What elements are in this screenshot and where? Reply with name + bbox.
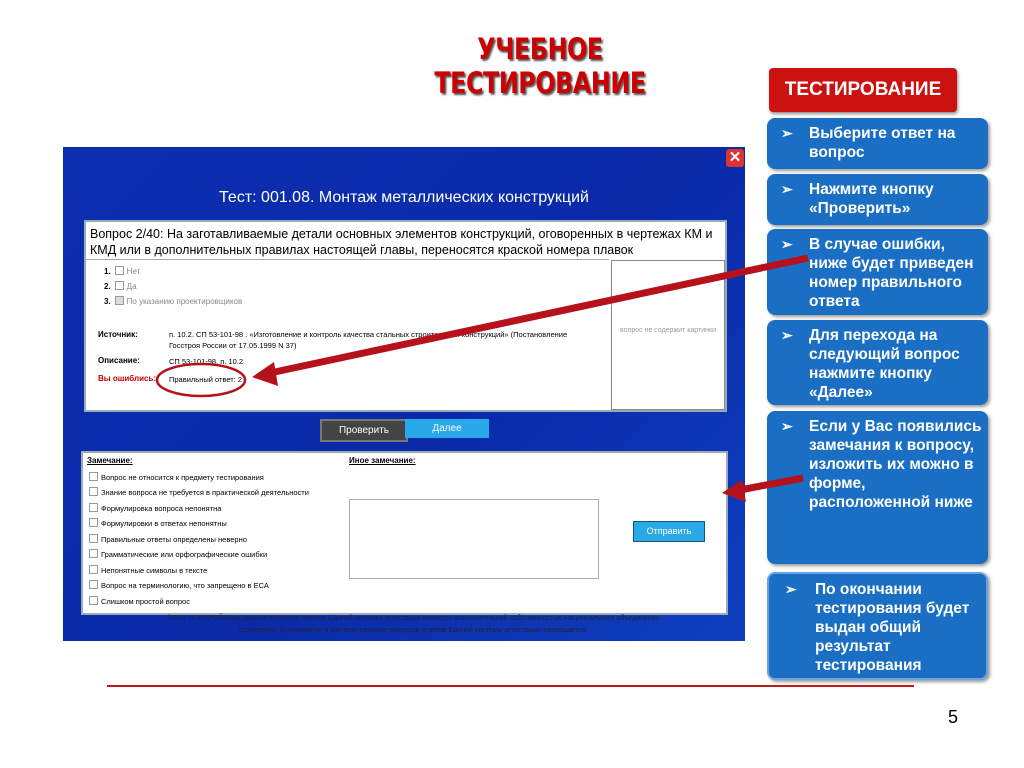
feedback-item[interactable]: Грамматические или орфографические ошибки bbox=[89, 549, 267, 559]
feedback-item[interactable]: Знание вопроса не требуется в практической деятельности bbox=[89, 487, 309, 497]
next-button[interactable]: Далее bbox=[405, 419, 489, 438]
question-text: Вопрос 2/40: На заготавливаемые детали основных элементов конструкций, оговоренных в чертежах КМ и КМД или в дополнительных правилах настоящей главы, переносятся краской номера плавок bbox=[90, 227, 713, 257]
pointer-arrow-error bbox=[270, 258, 808, 373]
arrow-bullet-icon: ➢ bbox=[781, 125, 793, 141]
step-5: ➢ Если у Вас появились замечания к вопросу, изложить их можно в форме, расположенной ниже bbox=[767, 411, 988, 564]
copyright-text: ©2011 НОСТРОЙ База данных вопросов-ответов Единой системы аттестации является исключительной собственностью Национального объединения строителей. Копирование и распространение вопросов-ответов Единой системы аттестации запрещается! bbox=[166, 615, 660, 634]
send-button[interactable]: Отправить bbox=[633, 521, 705, 542]
arrow-bullet-icon: ➢ bbox=[781, 181, 793, 197]
answer-option-1[interactable]: 1. Нет bbox=[104, 267, 141, 276]
feedback-item[interactable]: Слишком простой вопрос bbox=[89, 596, 190, 606]
testing-tag: ТЕСТИРОВАНИЕ bbox=[769, 68, 957, 112]
source-value: п. 10.2. СП 53-101-98 . «Изготовление и контроль качества стальных строительных конструкций» (Постановление Госстроя России от 17.05.1999 N 37) bbox=[169, 330, 568, 350]
arrow-bullet-icon: ➢ bbox=[781, 327, 793, 343]
slide-title: УЧЕБНОЕ ТЕСТИРОВАНИЕ bbox=[434, 32, 646, 100]
feedback-item[interactable]: Непонятные символы в тексте bbox=[89, 565, 207, 575]
error-label: Вы ошиблись: bbox=[98, 374, 157, 383]
arrow-bullet-icon: ➢ bbox=[781, 418, 793, 434]
correct-answer-value: Правильный ответ: 2 bbox=[169, 375, 243, 384]
step-6: ➢ По окончании тестирования будет выдан общий результат тестирования bbox=[767, 572, 988, 680]
question-image-placeholder: вопрос не содержит картинки bbox=[611, 260, 725, 410]
feedback-item[interactable]: Правильные ответы определены неверно bbox=[89, 534, 247, 544]
check-button[interactable]: Проверить bbox=[320, 419, 408, 442]
arrow-head-icon bbox=[252, 362, 278, 386]
feedback-item[interactable]: Формулировки в ответах непонятны bbox=[89, 518, 227, 528]
other-feedback-title: Иное замечание: bbox=[349, 456, 416, 465]
step-2: ➢ Нажмите кнопку «Проверить» bbox=[767, 174, 988, 225]
feedback-item[interactable]: Вопрос на терминологию, что запрещено в ЕСА bbox=[89, 580, 269, 590]
answer-option-2[interactable]: 2. Да bbox=[104, 282, 137, 291]
answer-option-3[interactable]: 3. По указанию проектировщиков bbox=[104, 297, 243, 306]
step-4: ➢ Для перехода на следующий вопрос нажмите кнопку «Далее» bbox=[767, 320, 988, 405]
arrow-head-icon bbox=[722, 480, 746, 502]
source-label: Источник: bbox=[98, 330, 138, 339]
feedback-item[interactable]: Вопрос не относится к предмету тестирования bbox=[89, 472, 264, 482]
description-label: Описание: bbox=[98, 356, 140, 365]
step-1: ➢ Выберите ответ на вопрос bbox=[767, 118, 988, 169]
step-3: ➢ В случае ошибки, ниже будет приведен номер правильного ответа bbox=[767, 229, 988, 315]
pointer-arrow-feedback bbox=[740, 478, 803, 490]
arrow-bullet-icon: ➢ bbox=[785, 581, 797, 597]
bottom-divider bbox=[107, 685, 914, 687]
error-highlight-ellipse bbox=[157, 364, 245, 396]
test-title: Тест: 001.08. Монтаж металлических конструкций bbox=[219, 189, 589, 206]
close-icon[interactable]: ✕ bbox=[726, 149, 744, 167]
feedback-title: Замечание: bbox=[87, 456, 133, 465]
description-value: СП 53-101-98, п. 10.2 bbox=[169, 357, 244, 366]
feedback-item[interactable]: Формулировка вопроса непонятна bbox=[89, 503, 221, 513]
arrow-bullet-icon: ➢ bbox=[781, 236, 793, 252]
page-number: 5 bbox=[948, 707, 959, 727]
